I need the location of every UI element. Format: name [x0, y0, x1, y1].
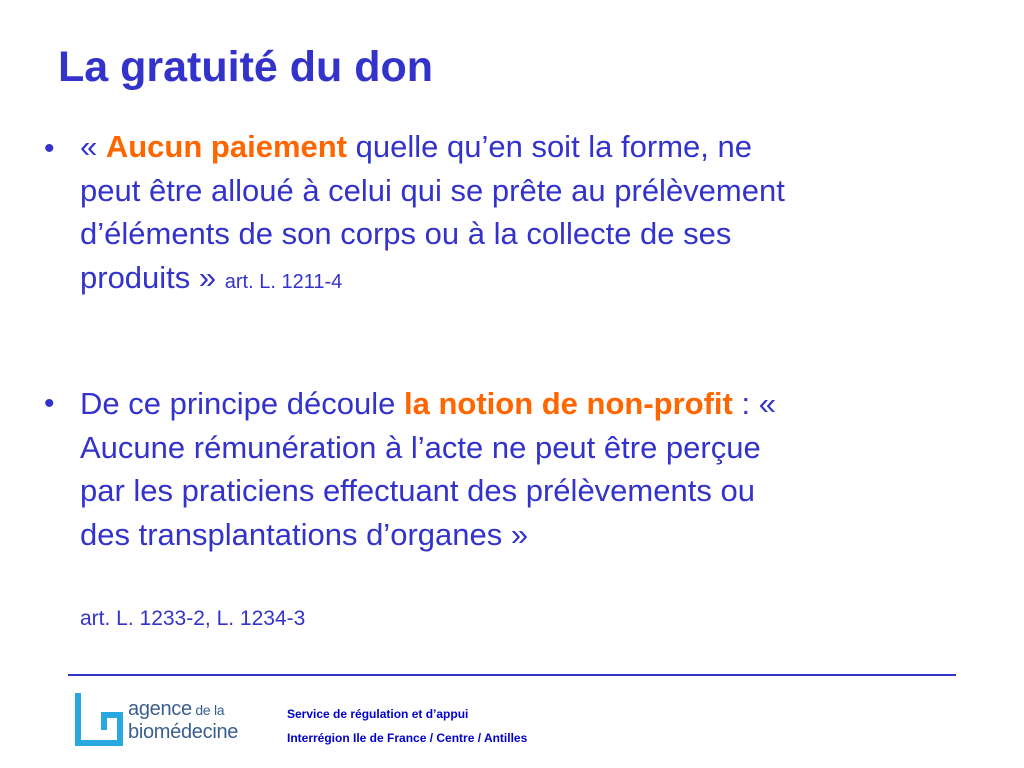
footer-service: Service de régulation et d’appui — [287, 707, 469, 721]
law-reference-2: art. L. 1233-2, L. 1234-3 — [80, 607, 306, 630]
logo-agence: agence — [128, 698, 192, 720]
footer-region: Interrégion Ile de France / Centre / Antilles — [287, 731, 528, 745]
law-reference-1: art. L. 1211-4 — [224, 270, 343, 293]
logo-mark-icon — [74, 693, 126, 749]
bullet-marker: • — [44, 132, 55, 165]
bullet-text-2 — [80, 382, 800, 556]
bullet-marker: • — [44, 387, 55, 420]
bullet-text-1 — [80, 125, 800, 304]
highlight-non-profit: la notion de non-profit — [403, 386, 733, 421]
logo-de-la: de la — [191, 702, 225, 718]
open-quote: « — [80, 129, 106, 164]
bullet2-body: : « Aucune rémunération à l’acte ne peut être perçue par les praticiens effectuant des prélèvements ou des transplantations d’organes » — [80, 386, 776, 552]
highlight-aucun-paiement: Aucun paiement — [105, 129, 348, 164]
bullet2-intro: De ce principe découle — [80, 386, 404, 421]
footer-divider — [68, 674, 956, 676]
logo-text — [128, 698, 238, 743]
slide-title: La gratuité du don — [58, 43, 434, 91]
bullet1-body: quelle qu’en soit la forme, ne peut être alloué à celui qui se prête au prélèvement d’éléments de son corps ou à la collecte de ses produits » — [80, 129, 785, 295]
logo-line-2: biomédecine — [128, 721, 239, 743]
logo-line-1 — [128, 698, 238, 721]
agence-biomedecine-logo — [74, 693, 264, 749]
